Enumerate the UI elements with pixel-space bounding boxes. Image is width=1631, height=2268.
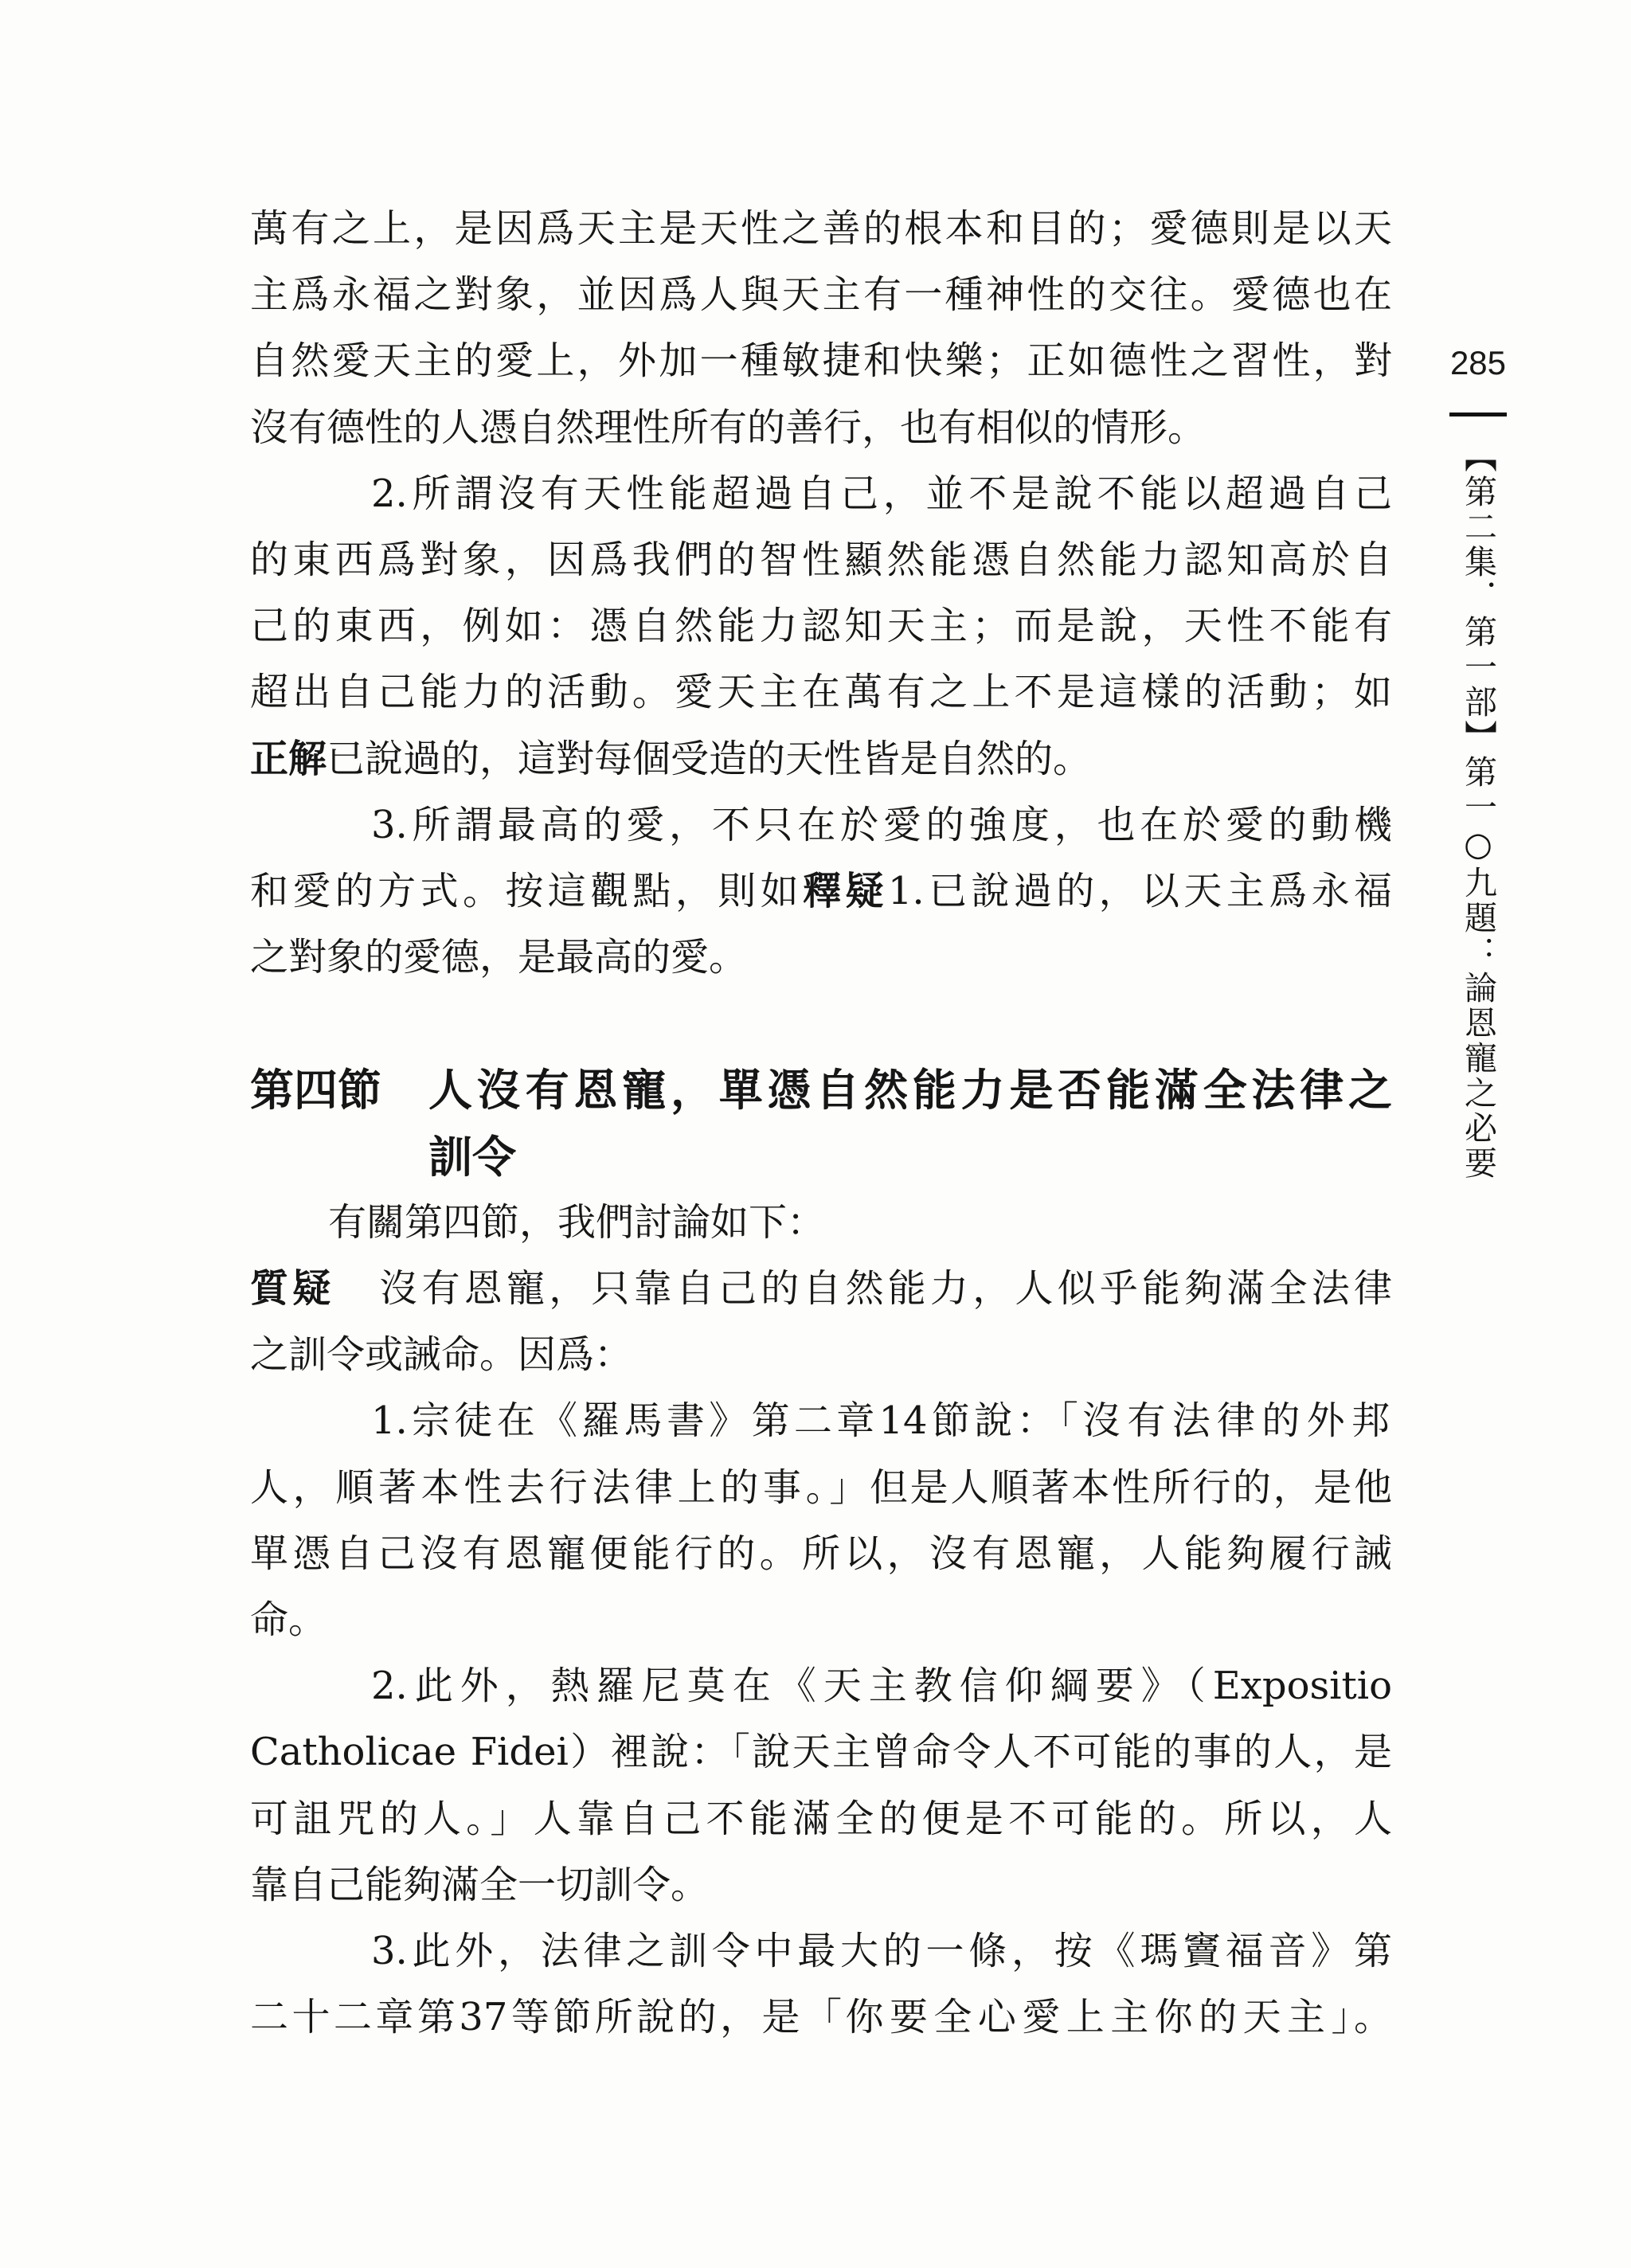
text-line (250, 1256, 1392, 1322)
text-line: 靠自己能夠滿全一切訓令。 (250, 1862, 710, 1907)
text-line: 沒有德性的人憑自然理性所有的善行，也有相似的情形。 (250, 405, 1207, 450)
text-line: 超出自己能力的活動。愛天主在萬有之上不是這樣的活動；如 (250, 670, 1392, 715)
paragraph (250, 461, 1392, 792)
page-number: 285 (1449, 344, 1507, 381)
text-segment: 二十二章第37等節所說的，是「 (250, 1995, 846, 2040)
bold-term: 正解 (250, 736, 327, 781)
scripture-quote: 人，順著本性去行法律上的事。 (250, 1464, 830, 1510)
text-line: 之對象的愛德，是最高的愛。 (250, 935, 748, 980)
text-segment: 」。 (1331, 1995, 1392, 2040)
text-line: 之訓令或誡命。因爲： (250, 1332, 633, 1378)
section-heading (250, 1057, 1392, 1189)
paragraph (250, 792, 1392, 991)
text-line: 主爲永福之對象，並因爲人與天主有一種神性的交往。愛德也在 (250, 272, 1392, 318)
text-line (250, 1984, 1392, 2051)
text-segment: 沒有恩寵，只靠自己的自然能力，人似乎能夠滿全法律 (379, 1266, 1392, 1311)
paragraph (250, 196, 1392, 461)
section-title-continued: 訓令 (428, 1130, 517, 1183)
text-line: Catholicae Fidei）裡說：「說天主曾命令人不可能的事的人，是 (250, 1730, 1392, 1775)
bold-term: 釋疑 (803, 868, 888, 913)
text-segment: 和愛的方式。按這觀點，則如 (250, 868, 804, 913)
text-segment: 1.已說過的，以天主爲永福 (887, 868, 1392, 913)
text-line: 3.此外，法律之訓令中最大的一條，按《瑪竇福音》第 (371, 1928, 1392, 1973)
argument-paragraph (250, 1918, 1392, 2051)
header-rule (1449, 413, 1507, 416)
text-line: 2.此外，熱羅尼莫在《天主教信仰綱要》（Expositio (371, 1664, 1392, 1709)
text-line: 3.所謂最高的愛，不只在於愛的強度，也在於愛的動機 (371, 802, 1392, 847)
text-line: 單憑自己沒有恩寵便能行的。所以，沒有恩寵，人能夠履行誡 (250, 1531, 1392, 1576)
text-line: 命。 (250, 1597, 327, 1642)
heading-line (250, 1057, 1392, 1123)
text-line (250, 726, 1392, 792)
text-line (250, 1455, 1392, 1521)
objection-label: 質疑 (250, 1266, 335, 1311)
text-line: 可詛咒的人。」人靠自己不能滿全的便是不可能的。所以，人 (250, 1796, 1392, 1841)
section-title: 人沒有恩寵，單憑自然能力是否能滿全法律之 (428, 1064, 1392, 1116)
text-segment: 」但是人順著本性所行的，是他 (829, 1464, 1392, 1510)
text-line (250, 1388, 1392, 1454)
text-segment: 已說過的，這對每個受造的天性皆是自然的。 (327, 736, 1092, 781)
section-number: 第四節 (250, 1064, 382, 1116)
scripture-quote: 沒有法律的外邦 (1082, 1398, 1392, 1444)
text-line: 2.所謂沒有天性能超過自己，並不是說不能以超過自己 (371, 471, 1392, 516)
text-line: 的東西爲對象，因爲我們的智性顯然能憑自然能力認知高於自 (250, 537, 1392, 582)
text-line: 己的東西，例如：憑自然能力認知天主；而是說，天性不能有 (250, 604, 1392, 649)
argument-paragraph (250, 1653, 1392, 1918)
text-segment: 1.宗徒在《羅馬書》第二章14節說：「 (371, 1398, 1083, 1444)
text-line: 萬有之上，是因爲天主是天性之善的根本和目的；愛德則是以天 (250, 206, 1392, 251)
scripture-quote: 你要全心愛上主你的天主 (845, 1995, 1332, 2040)
objection (250, 1256, 1392, 1388)
spacer (250, 991, 1392, 1057)
body-text (250, 196, 1392, 2051)
text-line (250, 858, 1392, 925)
argument-paragraph (250, 1388, 1392, 1653)
running-head: 【第二集．第一部】第一○九題：論恩寵之必要 (1459, 440, 1497, 1181)
text-line: 自然愛天主的愛上，外加一種敏捷和快樂；正如德性之習性，對 (250, 338, 1392, 384)
section-intro: 有關第四節，我們討論如下： (328, 1199, 826, 1245)
